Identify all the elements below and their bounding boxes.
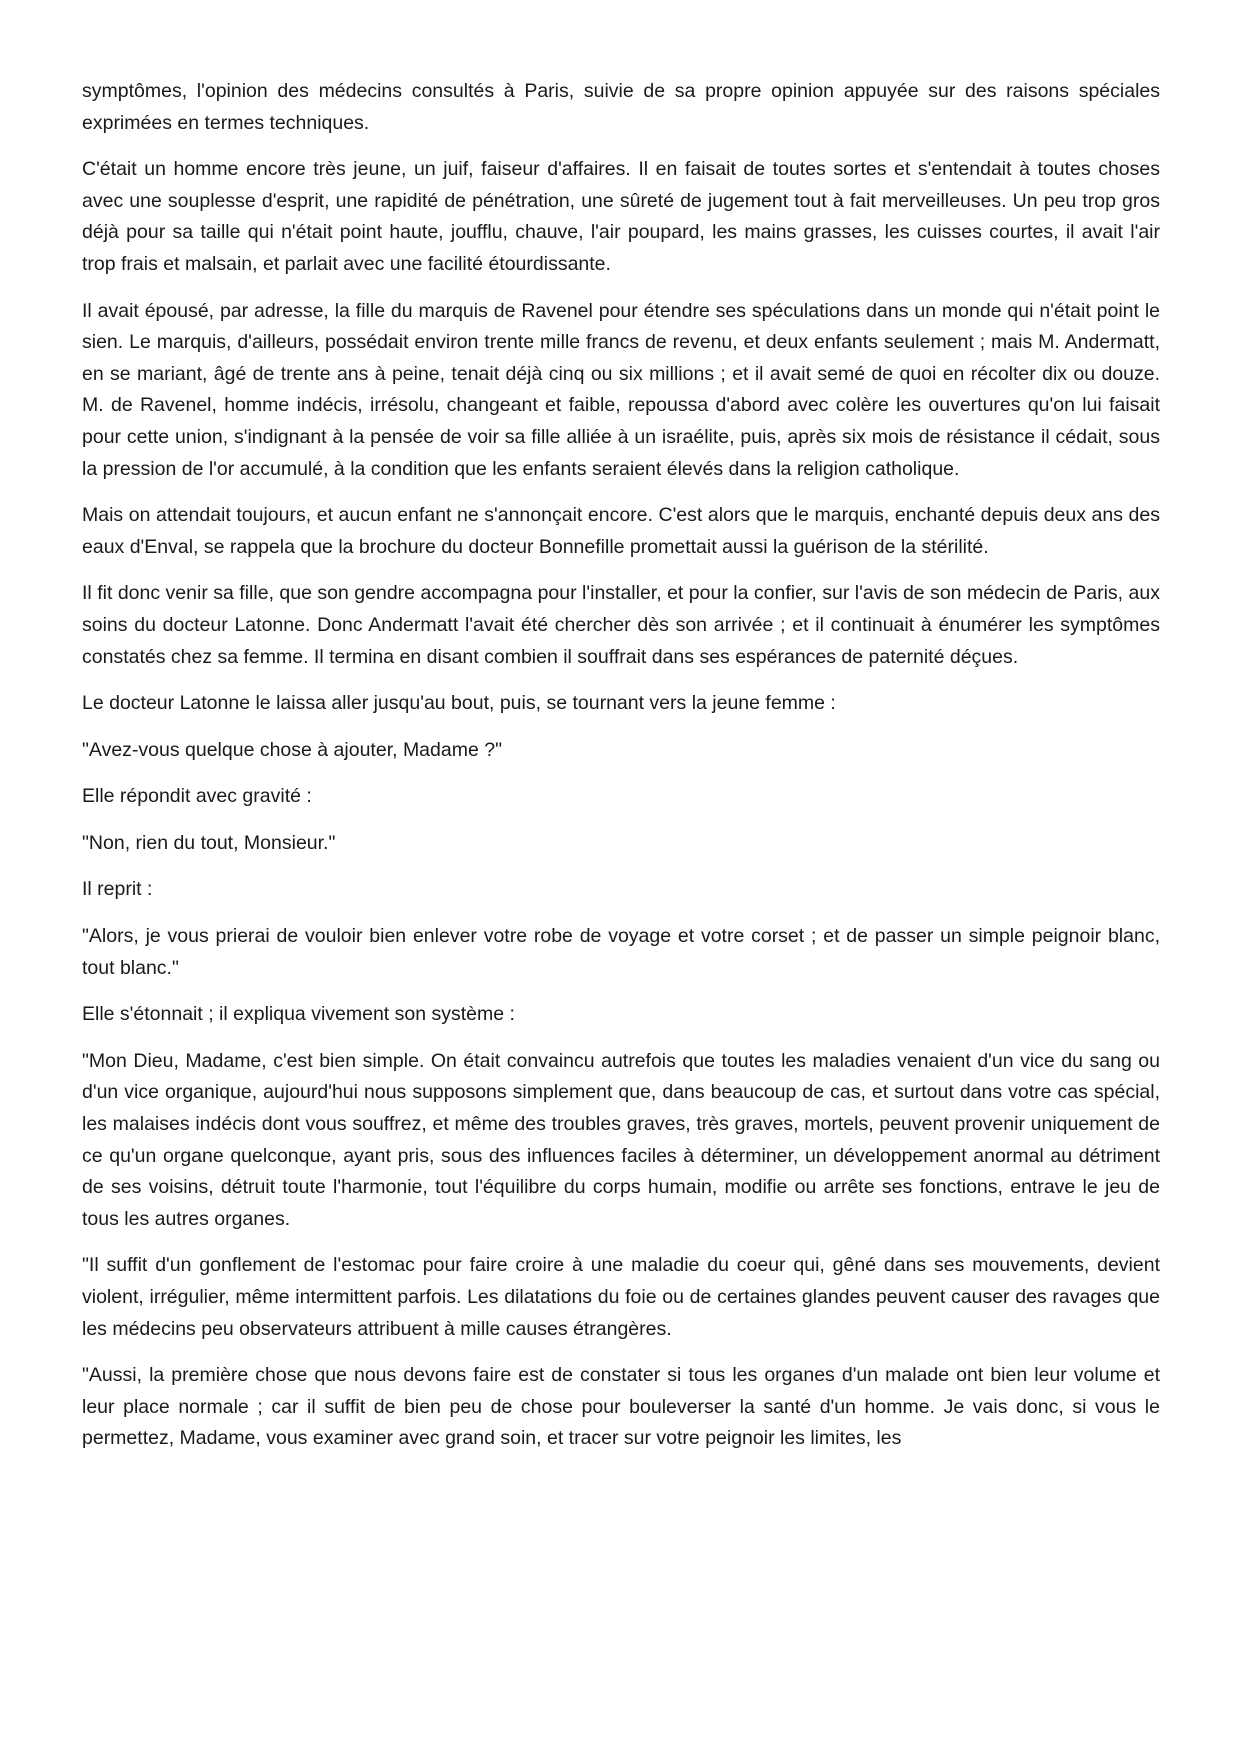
- paragraph: Il reprit :: [82, 878, 153, 901]
- paragraph: Il fit donc venir sa fille, que son gendre accompagna pour l'installer, et pour la confier, sur l'avis de son médecin de Paris, aux soins du docteur Latonne. Donc Andermatt l'avait été chercher dès son arrivée ; et il continuait à énumérer les symptômes constatés chez sa femme. Il termina en disant combien il souffrait dans ses espérances de paternité déçues.: [82, 582, 1160, 668]
- paragraph: symptômes, l'opinion des médecins consultés à Paris, suivie de sa propre opinion appuyée sur des raisons spéciales exprimées en termes techniques.: [82, 80, 1160, 134]
- paragraph: "Non, rien du tout, Monsieur.": [82, 831, 336, 854]
- paragraph: Elle s'étonnait ; il expliqua vivement son système :: [82, 1003, 515, 1026]
- paragraph: Elle répondit avec gravité :: [82, 785, 312, 808]
- paragraph: Il avait épousé, par adresse, la fille du marquis de Ravenel pour étendre ses spéculations dans un monde qui n'était point le sien. Le marquis, d'ailleurs, possédait environ trente mille francs de revenu, et deux enfants seulement ; mais M. Andermatt, en se mariant, âgé de trente ans à peine, tenait déjà cinq ou six millions ; et il avait semé de quoi en récolter dix ou douze. M. de Ravenel, homme indécis, irrésolu, changeant et faible, repoussa d'abord avec colère les ouvertures qu'on lui faisait pour cette union, s'indignant à la pensée de voir sa fille alliée à un israélite, puis, après six mois de résistance il cédait, sous la pression de l'or accumulé, à la condition que les enfants seraient élevés dans la religion catholique.: [82, 299, 1160, 480]
- paragraph: "Alors, je vous prierai de vouloir bien enlever votre robe de voyage et votre corset ; et de passer un simple peignoir blanc, tout blanc.": [82, 925, 1160, 979]
- paragraph: Le docteur Latonne le laissa aller jusqu'au bout, puis, se tournant vers la jeune femme :: [82, 692, 836, 715]
- paragraph: Mais on attendait toujours, et aucun enfant ne s'annonçait encore. C'est alors que le marquis, enchanté depuis deux ans des eaux d'Enval, se rappela que la brochure du docteur Bonnefille promettait aussi la guérison de la stérilité.: [82, 504, 1160, 558]
- paragraph: "Il suffit d'un gonflement de l'estomac pour faire croire à une maladie du coeur qui, gêné dans ses mouvements, devient violent, irrégulier, même intermittent parfois. Les dilatations du foie ou de certaines glandes peuvent causer des ravages que les médecins peu observateurs attribuent à mille causes étrangères.: [82, 1254, 1160, 1340]
- paragraph: "Aussi, la première chose que nous devons faire est de constater si tous les organes d'un malade ont bien leur volume et leur place normale ; car il suffit de bien peu de chose pour bouleverser la santé d'un homme. Je vais donc, si vous le permettez, Madame, vous examiner avec grand soin, et tracer sur votre peignoir les limites, les: [82, 1364, 1160, 1450]
- document-page: [82, 76, 1160, 1470]
- paragraph: C'était un homme encore très jeune, un juif, faiseur d'affaires. Il en faisait de toutes sortes et s'entendait à toutes choses avec une souplesse d'esprit, une rapidité de pénétration, une sûreté de jugement tout à fait merveilleuses. Un peu trop gros déjà pour sa taille qui n'était point haute, joufflu, chauve, l'air poupard, les mains grasses, les cuisses courtes, il avait l'air trop frais et malsain, et parlait avec une facilité étourdissante.: [82, 158, 1160, 275]
- paragraph: "Mon Dieu, Madame, c'est bien simple. On était convaincu autrefois que toutes les maladies venaient d'un vice du sang ou d'un vice organique, aujourd'hui nous supposons simplement que, dans beaucoup de cas, et surtout dans votre cas spécial, les malaises indécis dont vous souffrez, et même des troubles graves, très graves, mortels, peuvent provenir uniquement de ce qu'un organe quelconque, ayant pris, sous des influences faciles à déterminer, un développement anormal au détriment de ses voisins, détruit toute l'harmonie, tout l'équilibre du corps humain, modifie ou arrête ses fonctions, entrave le jeu de tous les autres organes.: [82, 1049, 1160, 1230]
- paragraph: "Avez-vous quelque chose à ajouter, Madame ?": [82, 738, 502, 761]
